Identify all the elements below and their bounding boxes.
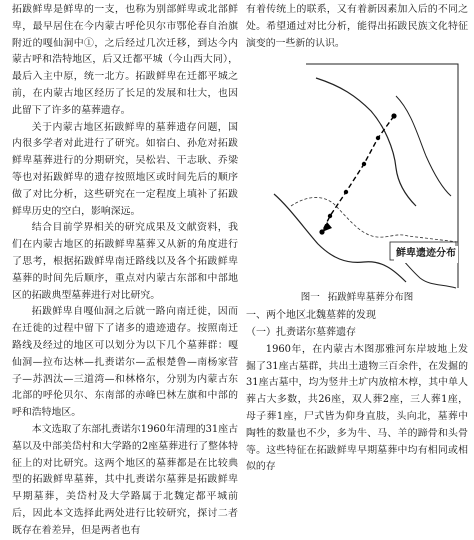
figure-caption-text: 拓跋鲜卑墓葬分布图 <box>327 292 414 304</box>
left-paragraph-2: 关于内蒙古地区拓跋鲜卑的墓葬遗存问题，国内很多学者对此进行了研究。如宿白、孙危对拓跋鲜卑墓葬进行的分期研究，吴松岩、干志耿、乔梁等也对拓跋鲜卑的遗存按照地区或时间先后的顺序做了对比分析，这些研究在一定程度上填补了拓跋鲜卑历史的空白，影响深远。 <box>12 121 238 217</box>
map-river-lower <box>274 194 406 282</box>
left-paragraph-1: 拓跋鲜卑是鲜卑的一支，也称为别部鲜卑或北部鲜卑，最早居住在今内蒙古呼伦贝尔市鄂伦春自治旗附近的嘎仙洞中①，之后经过几次迁移，到达今内蒙古呼和浩特地区，后又迁都平城（今山西大同），最后入主中原，统一北方。拓跋鲜卑在迁都平城之前，在内蒙古地区经历了长足的发展和壮大，也因此留下了许多的墓葬遗存。 <box>12 4 238 116</box>
right-column <box>246 2 468 476</box>
right-bottom-paragraph: 1960年，在内蒙古木图那雅河东岸坡地上发掘了31座古墓群，共出土遗物三百余件，在发掘的31座古墓中，均为竖井土圹内放棺木椁，其中单人葬占大多数，共26座，双人葬2座，三人葬1座，母子葬1座，尸式皆为仰身直肢，头向北，墓葬中陶牲的数量也不少，多为牛、马、羊的蹄骨和头骨等。这些特征在拓跋鲜卑早期墓葬中均有相同或相似的存 <box>246 343 468 473</box>
right-top-paragraph: 有着传统上的联系，又有着新因素加入后的不同之处。希望通过对比分析，能得出拓跋民族文化特征演变的一些新的认识。 <box>246 4 468 49</box>
site-marker <box>344 190 348 194</box>
subsection-heading: （一）扎赉诺尔墓葬遗存 <box>246 326 356 338</box>
map-river-upper <box>316 78 416 206</box>
site-marker <box>328 214 332 218</box>
site-marker <box>362 162 366 166</box>
map-title: 鲜卑遗迹分布 <box>394 246 458 263</box>
section-heading: 一、两个地区北魏墓葬的发现 <box>246 310 376 322</box>
map-border <box>291 198 458 243</box>
left-paragraph-3: 结合目前学界相关的研究成果及文献资料，我们在内蒙古地区的拓跋鲜卑墓葬又从新的角度进行了思考，根据拓跋鲜卑南迁路线以及各个拓跋鲜卑墓葬的时间先后顺序，重点对内蒙古东部和中部地区的拓跋典型墓葬进行对比研究。 <box>12 222 238 301</box>
left-paragraph-4: 拓跋鲜卑自嘎仙洞之后就一路向南迁徙，因而在迁徙的过程中留下了诸多的遗迹遗存。按照南迁路线及经过的地区可以划分为以下几个墓葬群：嘎仙洞—拉布达林—扎赉诺尔—孟根楚鲁—南杨家营子—苏泗汰—三道湾—和林格尔，分别为内蒙古东北部的呼伦贝尔、东南部的赤峰巴林左旗和中部的呼和浩特地区。 <box>12 306 238 419</box>
migration-route <box>322 116 394 232</box>
figure-label: 图一 <box>300 292 320 304</box>
map-river-east <box>396 96 451 196</box>
left-column <box>12 2 238 540</box>
figure-caption <box>246 290 468 307</box>
site-marker <box>319 230 324 235</box>
distribution-map-figure <box>246 56 468 290</box>
site-marker <box>376 136 380 140</box>
site-marker <box>391 114 396 119</box>
left-paragraph-5: 本文选取了东部扎赉诺尔1960年清理的31座古墓以及中部美岱村和大学路的2座墓葬进行了整体特征上的对比研究。这两个地区的墓葬都是在比较典型的拓跋鲜卑墓葬，其中扎赉诺尔墓葬是拓跋鲜卑早期墓葬，美岱村及大学路属于北魏定都平城前后，因此本文选择此两处进行比较研究，探讨二者既存在着差异，但是两者也有 <box>12 423 238 536</box>
